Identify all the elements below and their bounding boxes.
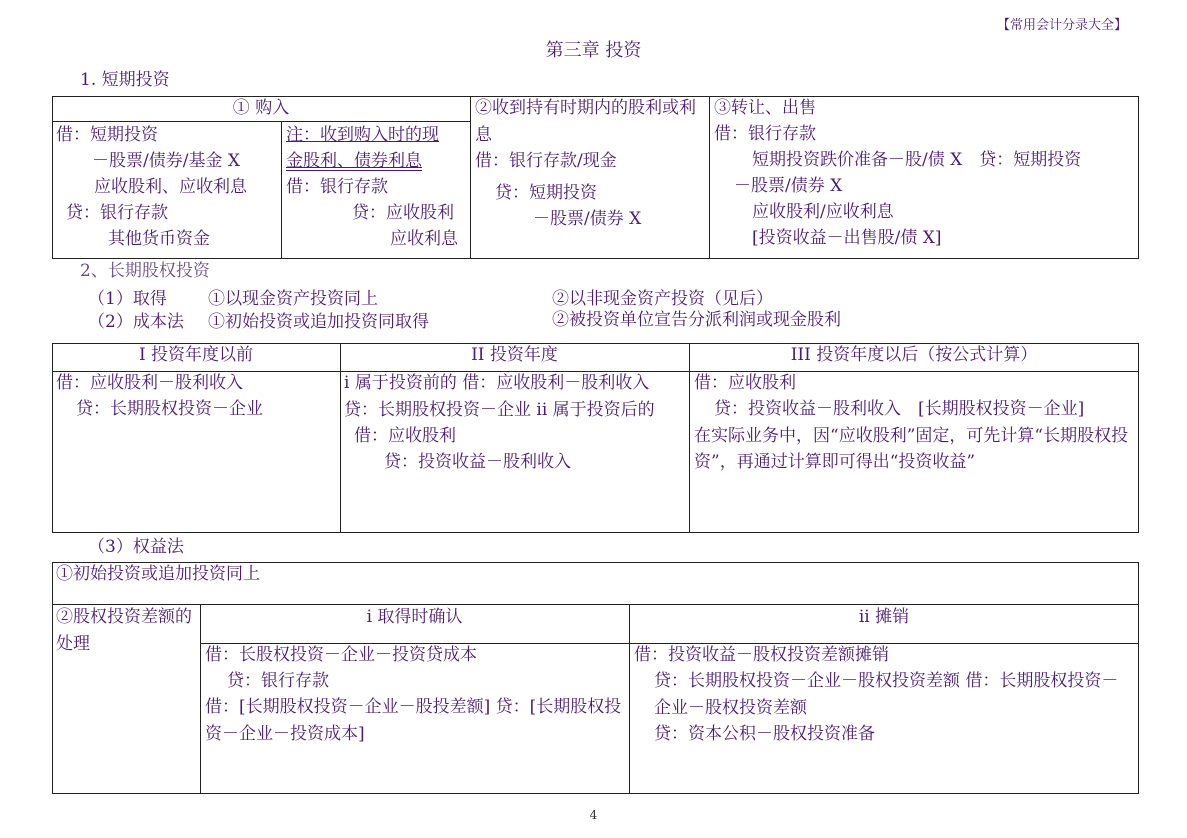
acquisition-item-2: ②以非现金资产投资（见后）: [552, 289, 773, 309]
header-amortization: ii 摊销: [858, 607, 910, 627]
purchase-entry-left: 借：短期投资 －股票/债券/基金 X 应收股利、应收利息 贷：银行存款 其他货币资金: [56, 125, 247, 249]
col-purchase-header: ① 购入: [232, 98, 290, 118]
section-heading-long-term: 2、长期股权投资: [80, 261, 210, 281]
col-transfer-sale: ③转让、出售 借：银行存款 短期投资跌价准备－股/债 X 贷：短期投资 －股票/债券 X 应收股利/应收利息 [投资收益－出售股/债 X]: [714, 98, 1082, 248]
cost-method-label: （2）成本法: [88, 312, 184, 332]
before-year-entry: 借：应收股利－股利收入 贷：长期股权投资－企业: [56, 373, 263, 419]
chapter-title: 第三章 投资: [545, 40, 642, 61]
section-heading-equity-method: （3）权益法: [88, 537, 184, 557]
recognition-entry: 借：长股权投资－企业－投资贷成本 贷：银行存款 借：[长期股权投资－企业－股投差额] 贷：[长期股权投资－企业－投资成本]: [205, 645, 622, 744]
col-dividend-received: ②收到持有时期内的股利或利息 借：银行存款/现金 贷：短期投资 －股票/债券 X: [475, 98, 696, 229]
header-recognition: i 取得时确认: [366, 607, 463, 627]
page-number: 4: [589, 808, 598, 822]
header-after-investment-year: III 投资年度以后（按公式计算）: [790, 345, 1038, 365]
investment-year-entry: i 属于投资前的 借：应收股利－股利收入 贷：长期股权投资－企业 ii 属于投资后的 借：应收股利 贷：投资收益－股利收入: [344, 373, 655, 472]
acquisition-label: （1）取得: [88, 289, 167, 309]
header-investment-year: II 投资年度: [471, 345, 558, 365]
cost-method-item-2: ②被投资单位宣告分派利润或现金股利: [552, 310, 841, 330]
header-before-investment-year: I 投资年度以前: [138, 345, 254, 365]
equity-difference-label: ②股权投资差额的处理: [56, 607, 192, 654]
section-heading-short-term: 1. 短期投资: [80, 70, 170, 90]
after-year-entry: 借：应收股利 贷：投资收益－股利收入 [长期股权投资－企业] 在实际业务中，因“应收股利”固定，可先计算“长期股权投资”，再通过计算即可得出“投资收益”: [694, 373, 1129, 472]
document-header-label: 【常用会计分录大全】: [996, 18, 1127, 33]
purchase-note-right: 注：收到购入时的现 金股利、债券利息 借：银行存款 贷：应收股利 应收利息: [286, 125, 458, 249]
cost-method-item-1: ①初始投资或追加投资同取得: [208, 312, 429, 332]
amortization-entry: 借：投资收益－股权投资差额摊销 贷：长期股权投资－企业－股权投资差额 借：长期股权投资－企业－股权投资差额 贷：资本公积－股权投资准备: [634, 645, 1119, 744]
equity-initial-investment: ①初始投资或追加投资同上: [56, 564, 260, 584]
acquisition-item-1: ①以现金资产投资同上: [208, 289, 378, 309]
